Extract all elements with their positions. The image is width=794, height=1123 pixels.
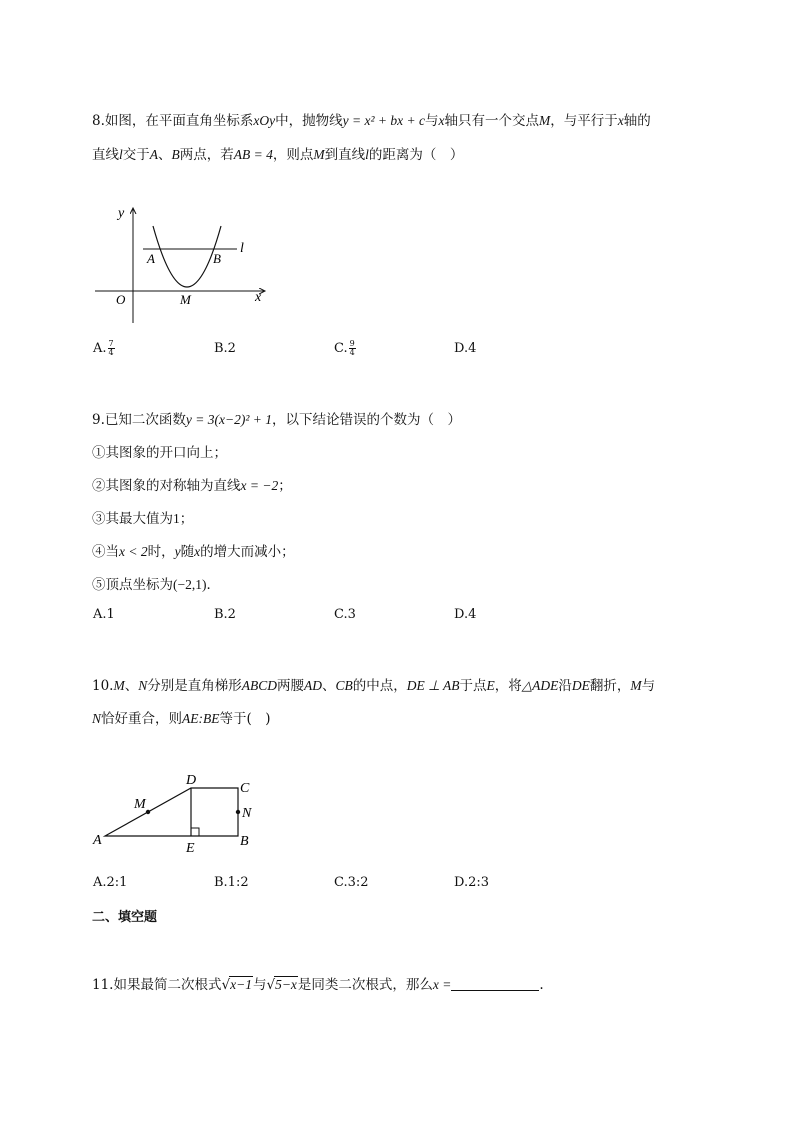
label-d: D: [186, 773, 197, 788]
q11-stem: 11.如果最简二次根式√x−1与√5−x是同类二次根式，那么x = .: [92, 977, 544, 993]
label-b: B: [240, 834, 249, 849]
q8-stem-line2: 直线l交于A、B两点，若AB = 4，则点M到直线l的距离为（ ）: [92, 147, 464, 163]
q9-option-c[interactable]: C.3: [334, 607, 356, 622]
q10-option-a[interactable]: A.2:1: [93, 875, 128, 890]
label-m: M: [134, 797, 146, 812]
origin-label: O: [116, 292, 126, 307]
q8-option-b[interactable]: B.2: [214, 341, 236, 356]
q10-option-c[interactable]: C.3:2: [334, 875, 369, 890]
q9-option-a[interactable]: A.1: [93, 607, 115, 622]
q9-statement-4: ④当x < 2时，y随x的增大而减小；: [92, 544, 295, 560]
radical-sign: √: [266, 977, 276, 993]
fraction: $\frac{9}{4}$: [349, 339, 355, 357]
right-angle-mark: [191, 828, 199, 836]
q9-statement-1: ①其图象的开口向上；: [92, 445, 227, 461]
q8-option-a[interactable]: A. $\frac{7}{4}$: [93, 339, 114, 357]
label-a: A: [93, 833, 102, 848]
trapezoid-abcd: [105, 788, 238, 836]
q9-statement-3: ③其最大值为1；: [92, 511, 194, 527]
x-axis-label: x: [255, 290, 262, 305]
line-l-label: l: [240, 241, 244, 256]
label-e: E: [186, 841, 195, 856]
q10-option-d[interactable]: D.2:3: [454, 875, 490, 890]
label-c: C: [240, 781, 250, 796]
radical-sign: √: [221, 977, 231, 993]
q8-stem-line1: 8.如图，在平面直角坐标系xOy中，抛物线y = x² + bx + c与x轴只有一个交点M，与平行于x轴的: [92, 113, 651, 129]
point-n-dot: [236, 810, 240, 814]
point-m-label: M: [180, 292, 191, 307]
point-a-label: A: [147, 251, 155, 266]
answer-blank[interactable]: [451, 978, 539, 991]
y-axis-label: y: [118, 206, 125, 221]
q10-stem-line2: N恰好重合，则AE:BE等于( ): [92, 711, 271, 727]
q10-trapezoid-figure: [88, 768, 268, 858]
q9-option-d[interactable]: D.4: [454, 607, 477, 622]
q10-option-b[interactable]: B.1:2: [214, 875, 249, 890]
q9-option-b[interactable]: B.2: [214, 607, 236, 622]
q8-parabola-figure: [85, 198, 285, 328]
fraction: $\frac{7}{4}$: [108, 339, 114, 357]
q8-option-c[interactable]: C. $\frac{9}{4}$: [334, 339, 355, 357]
label-n: N: [242, 806, 252, 821]
point-b-label: B: [213, 251, 221, 266]
q9-statement-2: ②其图象的对称轴为直线x = −2；: [92, 478, 292, 494]
parabola-curve: [153, 226, 221, 287]
q9-statement-5: ⑤顶点坐标为(−2,1)．: [92, 577, 220, 593]
q9-stem: 9.已知二次函数y = 3(x−2)² + 1，以下结论错误的个数为（ ）: [92, 412, 461, 428]
q10-stem-line1: 10.M、N分别是直角梯形ABCD两腰AD、CB的中点，DE ⊥ AB于点E，将△ADE沿DE翻折，M与: [92, 678, 656, 694]
point-m-dot: [146, 810, 150, 814]
section-heading: 二、填空题: [92, 910, 158, 925]
q8-option-d[interactable]: D.4: [454, 341, 477, 356]
